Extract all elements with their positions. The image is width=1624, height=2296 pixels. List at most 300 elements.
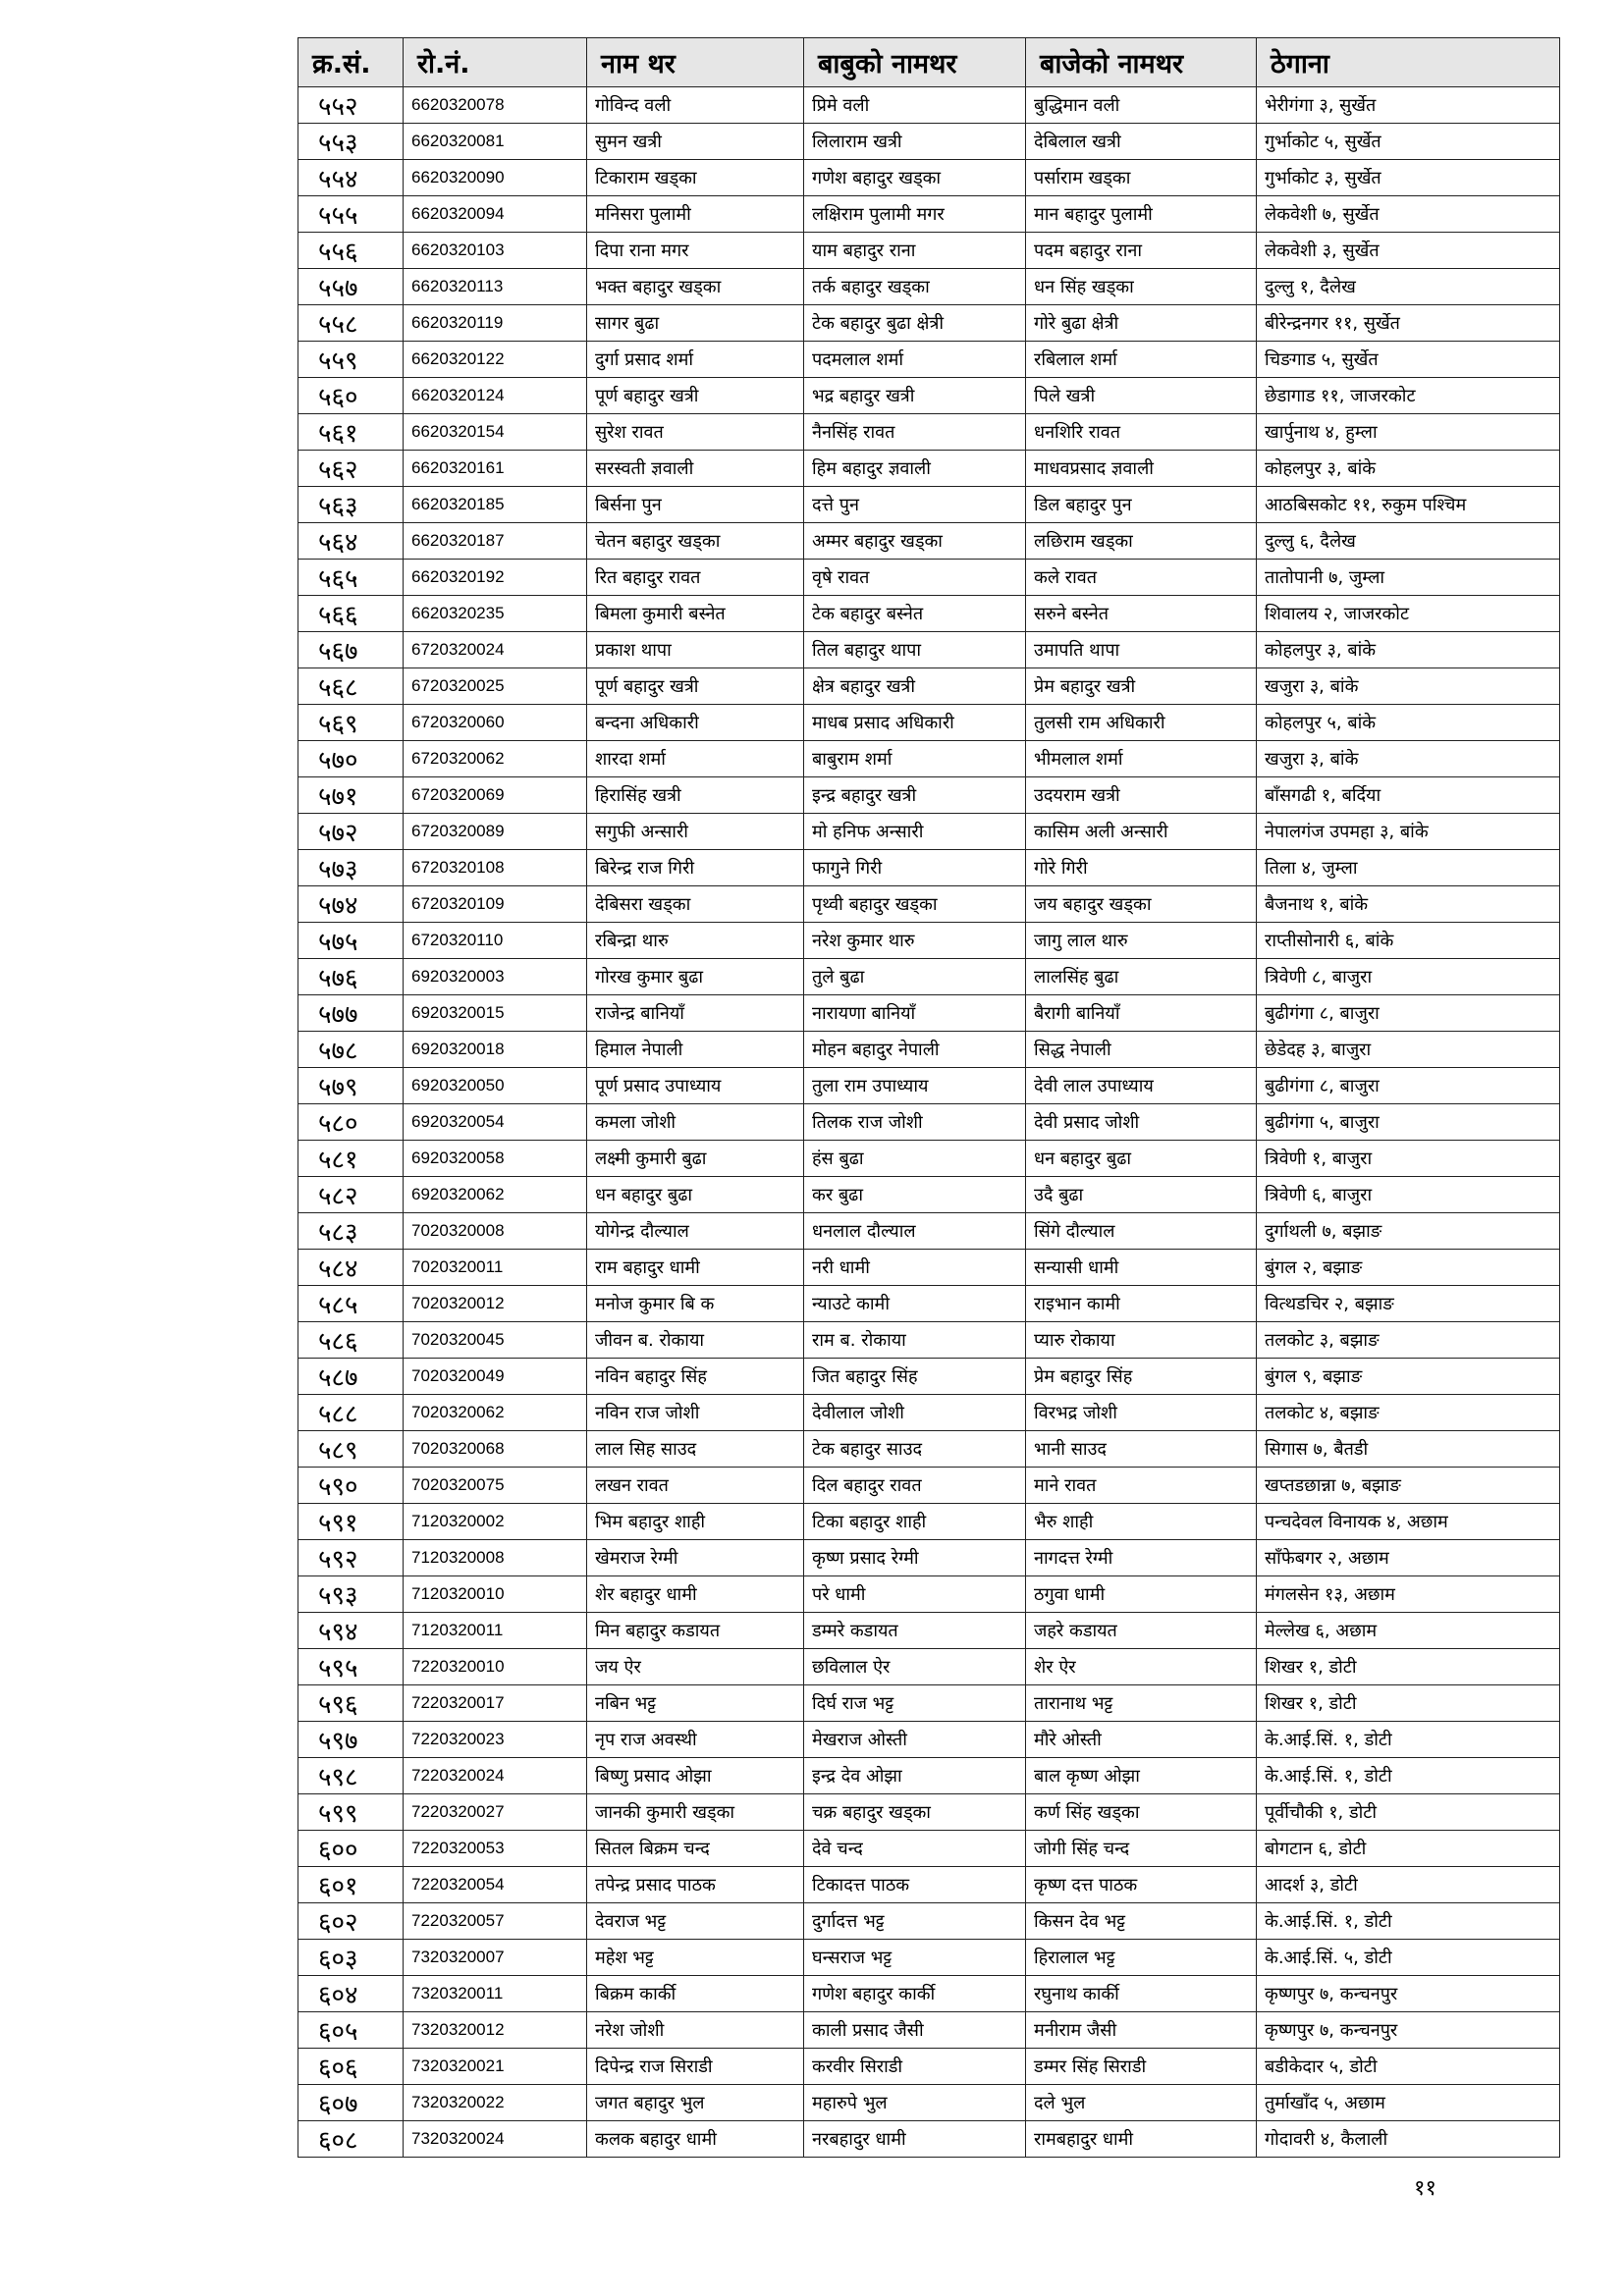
name-cell: सितल बिक्रम चन्द xyxy=(587,1831,804,1867)
father-name-cell: दुर्गादत्त भट्ट xyxy=(804,1903,1026,1940)
grandfather-name-cell: रबिलाल शर्मा xyxy=(1026,342,1257,378)
address-cell: खजुरा ३, बांके xyxy=(1257,668,1560,705)
address-cell: के.आई.सिं. १, डोटी xyxy=(1257,1722,1560,1758)
father-name-cell: टेक बहादुर साउद xyxy=(804,1431,1026,1468)
grandfather-name-cell: किसन देव भट्ट xyxy=(1026,1903,1257,1940)
table-row xyxy=(298,596,1560,632)
table-row xyxy=(298,777,1560,814)
father-name-cell: परे धामी xyxy=(804,1576,1026,1613)
serial-number-cell: ५९४ xyxy=(298,1613,404,1649)
table-row xyxy=(298,959,1560,995)
header-grandfather-name: बाजेको नामथर xyxy=(1026,38,1257,87)
roll-number-cell: 6920320015 xyxy=(404,995,587,1032)
father-name-cell: माधब प्रसाद अधिकारी xyxy=(804,705,1026,741)
name-cell: मनोज कुमार बि क xyxy=(587,1286,804,1322)
name-cell: शेर बहादुर धामी xyxy=(587,1576,804,1613)
address-cell: लेकवेशी ३, सुर्खेत xyxy=(1257,233,1560,269)
roll-number-cell: 7220320057 xyxy=(404,1903,587,1940)
serial-number-cell: ६०५ xyxy=(298,2012,404,2049)
serial-number-cell: ५५६ xyxy=(298,233,404,269)
address-cell: त्रिवेणी ६, बाजुरा xyxy=(1257,1177,1560,1213)
address-cell: वित्थडचिर २, बझाङ xyxy=(1257,1286,1560,1322)
address-cell: गुर्भाकोट ३, सुर्खेत xyxy=(1257,160,1560,196)
name-cell: चेतन बहादुर खड्का xyxy=(587,523,804,560)
name-cell: लाल सिह साउद xyxy=(587,1431,804,1468)
address-cell: कोहलपुर ५, बांके xyxy=(1257,705,1560,741)
grandfather-name-cell: हिरालाल भट्ट xyxy=(1026,1940,1257,1976)
page-number: ११ xyxy=(1414,2176,1436,2201)
name-cell: बिक्रम कार्की xyxy=(587,1976,804,2012)
name-cell: नबिन भट्ट xyxy=(587,1685,804,1722)
roll-number-cell: 7120320008 xyxy=(404,1540,587,1576)
grandfather-name-cell: सिंगे दौल्याल xyxy=(1026,1213,1257,1250)
grandfather-name-cell: उमापति थापा xyxy=(1026,632,1257,668)
name-cell: सुरेश रावत xyxy=(587,414,804,451)
roll-number-cell: 7220320054 xyxy=(404,1867,587,1903)
table-row xyxy=(298,124,1560,160)
header-address: ठेगाना xyxy=(1257,38,1560,87)
father-name-cell: तिल बहादुर थापा xyxy=(804,632,1026,668)
table-row xyxy=(298,1685,1560,1722)
grandfather-name-cell: जागु लाल थारु xyxy=(1026,923,1257,959)
roll-number-cell: 7120320002 xyxy=(404,1504,587,1540)
address-cell: शिवालय २, जाजरकोट xyxy=(1257,596,1560,632)
address-cell: तिला ४, जुम्ला xyxy=(1257,850,1560,886)
header-name: नाम थर xyxy=(587,38,804,87)
table-row xyxy=(298,1940,1560,1976)
serial-number-cell: ५७१ xyxy=(298,777,404,814)
father-name-cell: राम ब. रोकाया xyxy=(804,1322,1026,1359)
father-name-cell: बाबुराम शर्मा xyxy=(804,741,1026,777)
name-cell: बिर्सना पुन xyxy=(587,487,804,523)
grandfather-name-cell: ठगुवा धामी xyxy=(1026,1576,1257,1613)
serial-number-cell: ५६१ xyxy=(298,414,404,451)
grandfather-name-cell: देवी लाल उपाध्याय xyxy=(1026,1068,1257,1104)
grandfather-name-cell: धन सिंह खड्का xyxy=(1026,269,1257,305)
serial-number-cell: ५७५ xyxy=(298,923,404,959)
grandfather-name-cell: जहरे कडायत xyxy=(1026,1613,1257,1649)
grandfather-name-cell: माधवप्रसाद ज्ञवाली xyxy=(1026,451,1257,487)
serial-number-cell: ५६२ xyxy=(298,451,404,487)
father-name-cell: लक्षिराम पुलामी मगर xyxy=(804,196,1026,233)
father-name-cell: टिका बहादुर शाही xyxy=(804,1504,1026,1540)
serial-number-cell: ६०१ xyxy=(298,1867,404,1903)
roll-number-cell: 6620320119 xyxy=(404,305,587,342)
roll-number-cell: 6720320069 xyxy=(404,777,587,814)
results-table xyxy=(298,37,1560,2158)
grandfather-name-cell: प्यारु रोकाया xyxy=(1026,1322,1257,1359)
grandfather-name-cell: बाल कृष्ण ओझा xyxy=(1026,1758,1257,1794)
address-cell: दुल्लु ६, दैलेख xyxy=(1257,523,1560,560)
table-row xyxy=(298,2121,1560,2158)
father-name-cell: इन्द्र बहादुर खत्री xyxy=(804,777,1026,814)
address-cell: लेकवेशी ७, सुर्खेत xyxy=(1257,196,1560,233)
serial-number-cell: ६०० xyxy=(298,1831,404,1867)
name-cell: बन्दना अधिकारी xyxy=(587,705,804,741)
name-cell: शारदा शर्मा xyxy=(587,741,804,777)
serial-number-cell: ५७९ xyxy=(298,1068,404,1104)
table-row xyxy=(298,87,1560,124)
roll-number-cell: 6920320050 xyxy=(404,1068,587,1104)
name-cell: टिकाराम खड्का xyxy=(587,160,804,196)
name-cell: देवराज भट्ट xyxy=(587,1903,804,1940)
roll-number-cell: 7320320007 xyxy=(404,1940,587,1976)
roll-number-cell: 6620320094 xyxy=(404,196,587,233)
address-cell: त्रिवेणी ८, बाजुरा xyxy=(1257,959,1560,995)
serial-number-cell: ५८२ xyxy=(298,1177,404,1213)
grandfather-name-cell: जोगी सिंह चन्द xyxy=(1026,1831,1257,1867)
roll-number-cell: 7020320062 xyxy=(404,1395,587,1431)
father-name-cell: करवीर सिराडी xyxy=(804,2049,1026,2085)
table-row xyxy=(298,1867,1560,1903)
roll-number-cell: 7220320053 xyxy=(404,1831,587,1867)
serial-number-cell: ५७३ xyxy=(298,850,404,886)
table-row xyxy=(298,1104,1560,1141)
serial-number-cell: ५८६ xyxy=(298,1322,404,1359)
address-cell: बुढीगंगा ८, बाजुरा xyxy=(1257,995,1560,1032)
serial-number-cell: ५७० xyxy=(298,741,404,777)
address-cell: बडीकेदार ५, डोटी xyxy=(1257,2049,1560,2085)
table-row xyxy=(298,1068,1560,1104)
name-cell: योगेन्द्र दौल्याल xyxy=(587,1213,804,1250)
serial-number-cell: ५९० xyxy=(298,1468,404,1504)
father-name-cell: घन्सराज भट्ट xyxy=(804,1940,1026,1976)
address-cell: नेपालगंज उपमहा ३, बांके xyxy=(1257,814,1560,850)
address-cell: मेल्लेख ६, अछाम xyxy=(1257,1613,1560,1649)
father-name-cell: छविलाल ऐर xyxy=(804,1649,1026,1685)
name-cell: जीवन ब. रोकाया xyxy=(587,1322,804,1359)
serial-number-cell: ५७२ xyxy=(298,814,404,850)
grandfather-name-cell: प्रेम बहादुर सिंह xyxy=(1026,1359,1257,1395)
roll-number-cell: 6720320062 xyxy=(404,741,587,777)
roll-number-cell: 6620320154 xyxy=(404,414,587,451)
table-row xyxy=(298,1576,1560,1613)
father-name-cell: टेक बहादुर बस्नेत xyxy=(804,596,1026,632)
roll-number-cell: 6920320054 xyxy=(404,1104,587,1141)
father-name-cell: पदमलाल शर्मा xyxy=(804,342,1026,378)
table-row xyxy=(298,196,1560,233)
grandfather-name-cell: लालसिंह बुढा xyxy=(1026,959,1257,995)
address-cell: के.आई.सिं. १, डोटी xyxy=(1257,1903,1560,1940)
serial-number-cell: ५५४ xyxy=(298,160,404,196)
roll-number-cell: 6920320058 xyxy=(404,1141,587,1177)
roll-number-cell: 6920320003 xyxy=(404,959,587,995)
name-cell: दिपेन्द्र राज सिराडी xyxy=(587,2049,804,2085)
grandfather-name-cell: जय बहादुर खड्का xyxy=(1026,886,1257,923)
table-row xyxy=(298,1177,1560,1213)
address-cell: गोदावरी ४, कैलाली xyxy=(1257,2121,1560,2158)
name-cell: कमला जोशी xyxy=(587,1104,804,1141)
table-row xyxy=(298,1032,1560,1068)
address-cell: के.आई.सिं. १, डोटी xyxy=(1257,1758,1560,1794)
roll-number-cell: 6720320110 xyxy=(404,923,587,959)
grandfather-name-cell: दले भुल xyxy=(1026,2085,1257,2121)
roll-number-cell: 6620320090 xyxy=(404,160,587,196)
roll-number-cell: 7220320017 xyxy=(404,1685,587,1722)
father-name-cell: दिर्घ राज भट्ट xyxy=(804,1685,1026,1722)
table-row xyxy=(298,1213,1560,1250)
roll-number-cell: 7220320024 xyxy=(404,1758,587,1794)
name-cell: जगत बहादुर भुल xyxy=(587,2085,804,2121)
name-cell: राम बहादुर धामी xyxy=(587,1250,804,1286)
table-row xyxy=(298,487,1560,523)
table-row xyxy=(298,523,1560,560)
father-name-cell: प्रिमे वली xyxy=(804,87,1026,124)
address-cell: बैजनाथ १, बांके xyxy=(1257,886,1560,923)
table-row xyxy=(298,1613,1560,1649)
address-cell: शिखर १, डोटी xyxy=(1257,1649,1560,1685)
address-cell: कृष्णपुर ७, कन्चनपुर xyxy=(1257,1976,1560,2012)
name-cell: रबिन्द्रा थारु xyxy=(587,923,804,959)
address-cell: आठबिसकोट ११, रुकुम पश्चिम xyxy=(1257,487,1560,523)
grandfather-name-cell: भानी साउद xyxy=(1026,1431,1257,1468)
grandfather-name-cell: कर्ण सिंह खड्का xyxy=(1026,1794,1257,1831)
roll-number-cell: 7020320068 xyxy=(404,1431,587,1468)
address-cell: कोहलपुर ३, बांके xyxy=(1257,451,1560,487)
address-cell: खार्पुनाथ ४, हुम्ला xyxy=(1257,414,1560,451)
name-cell: जानकी कुमारी खड्का xyxy=(587,1794,804,1831)
table-row xyxy=(298,1903,1560,1940)
serial-number-cell: ६०६ xyxy=(298,2049,404,2085)
name-cell: लखन रावत xyxy=(587,1468,804,1504)
name-cell: नविन राज जोशी xyxy=(587,1395,804,1431)
name-cell: पूर्ण बहादुर खत्री xyxy=(587,378,804,414)
address-cell: पूर्वीचौकी १, डोटी xyxy=(1257,1794,1560,1831)
serial-number-cell: ५९१ xyxy=(298,1504,404,1540)
serial-number-cell: ५७४ xyxy=(298,886,404,923)
table-row xyxy=(298,741,1560,777)
roll-number-cell: 7320320022 xyxy=(404,2085,587,2121)
name-cell: कलक बहादुर धामी xyxy=(587,2121,804,2158)
father-name-cell: टेक बहादुर बुढा क्षेत्री xyxy=(804,305,1026,342)
father-name-cell: अम्मर बहादुर खड्का xyxy=(804,523,1026,560)
table-row xyxy=(298,705,1560,741)
table-row xyxy=(298,1540,1560,1576)
grandfather-name-cell: सन्यासी धामी xyxy=(1026,1250,1257,1286)
father-name-cell: तुले बुढा xyxy=(804,959,1026,995)
father-name-cell: मेखराज ओस्ती xyxy=(804,1722,1026,1758)
address-cell: कोहलपुर ३, बांके xyxy=(1257,632,1560,668)
grandfather-name-cell: देबिलाल खत्री xyxy=(1026,124,1257,160)
grandfather-name-cell: रामबहादुर धामी xyxy=(1026,2121,1257,2158)
table-row xyxy=(298,886,1560,923)
address-cell: पन्चदेवल विनायक ४, अछाम xyxy=(1257,1504,1560,1540)
serial-number-cell: ६०८ xyxy=(298,2121,404,2158)
table-row xyxy=(298,1722,1560,1758)
table-row xyxy=(298,2085,1560,2121)
serial-number-cell: ५५८ xyxy=(298,305,404,342)
father-name-cell: भद्र बहादुर खत्री xyxy=(804,378,1026,414)
address-cell: तुर्माखाँद ५, अछाम xyxy=(1257,2085,1560,2121)
table-row xyxy=(298,2012,1560,2049)
name-cell: लक्ष्मी कुमारी बुढा xyxy=(587,1141,804,1177)
address-cell: खजुरा ३, बांके xyxy=(1257,741,1560,777)
roll-number-cell: 7320320024 xyxy=(404,2121,587,2158)
address-cell: त्रिवेणी १, बाजुरा xyxy=(1257,1141,1560,1177)
grandfather-name-cell: भीमलाल शर्मा xyxy=(1026,741,1257,777)
name-cell: गोरख कुमार बुढा xyxy=(587,959,804,995)
serial-number-cell: ५६७ xyxy=(298,632,404,668)
roll-number-cell: 6620320122 xyxy=(404,342,587,378)
serial-number-cell: ५५२ xyxy=(298,87,404,124)
grandfather-name-cell: सरुने बस्नेत xyxy=(1026,596,1257,632)
grandfather-name-cell: शेर ऐर xyxy=(1026,1649,1257,1685)
roll-number-cell: 6920320062 xyxy=(404,1177,587,1213)
address-cell: राप्तीसोनारी ६, बांके xyxy=(1257,923,1560,959)
table-row xyxy=(298,1431,1560,1468)
roll-number-cell: 6720320109 xyxy=(404,886,587,923)
header-father-name: बाबुको नामथर xyxy=(804,38,1026,87)
address-cell: कृष्णपुर ७, कन्चनपुर xyxy=(1257,2012,1560,2049)
roll-number-cell: 7020320045 xyxy=(404,1322,587,1359)
father-name-cell: दिल बहादुर रावत xyxy=(804,1468,1026,1504)
serial-number-cell: ५७८ xyxy=(298,1032,404,1068)
father-name-cell: वृषे रावत xyxy=(804,560,1026,596)
table-row xyxy=(298,560,1560,596)
name-cell: नरेश जोशी xyxy=(587,2012,804,2049)
address-cell: तलकोट ३, बझाङ xyxy=(1257,1322,1560,1359)
header-row xyxy=(298,38,1560,87)
father-name-cell: देवीलाल जोशी xyxy=(804,1395,1026,1431)
name-cell: सुमन खत्री xyxy=(587,124,804,160)
address-cell: दुर्गाथली ७, बझाङ xyxy=(1257,1213,1560,1250)
address-cell: साँफेबगर २, अछाम xyxy=(1257,1540,1560,1576)
serial-number-cell: ५५७ xyxy=(298,269,404,305)
grandfather-name-cell: डम्मर सिंह सिराडी xyxy=(1026,2049,1257,2085)
name-cell: तपेन्द्र प्रसाद पाठक xyxy=(587,1867,804,1903)
table-row xyxy=(298,1395,1560,1431)
grandfather-name-cell: उदै बुढा xyxy=(1026,1177,1257,1213)
table-row xyxy=(298,1504,1560,1540)
grandfather-name-cell: डिल बहादुर पुन xyxy=(1026,487,1257,523)
roll-number-cell: 7020320008 xyxy=(404,1213,587,1250)
roll-number-cell: 7020320075 xyxy=(404,1468,587,1504)
serial-number-cell: ५८० xyxy=(298,1104,404,1141)
father-name-cell: मो हनिफ अन्सारी xyxy=(804,814,1026,850)
address-cell: बोगटान ६, डोटी xyxy=(1257,1831,1560,1867)
table-row xyxy=(298,1831,1560,1867)
roll-number-cell: 7120320010 xyxy=(404,1576,587,1613)
father-name-cell: कृष्ण प्रसाद रेग्मी xyxy=(804,1540,1026,1576)
table-row xyxy=(298,814,1560,850)
grandfather-name-cell: बैरागी बानियाँ xyxy=(1026,995,1257,1032)
grandfather-name-cell: पदम बहादुर राना xyxy=(1026,233,1257,269)
father-name-cell: दत्ते पुन xyxy=(804,487,1026,523)
father-name-cell: पृथ्वी बहादुर खड्का xyxy=(804,886,1026,923)
name-cell: नविन बहादुर सिंह xyxy=(587,1359,804,1395)
address-cell: शिखर १, डोटी xyxy=(1257,1685,1560,1722)
address-cell: बुंगल ९, बझाङ xyxy=(1257,1359,1560,1395)
address-cell: तातोपानी ७, जुम्ला xyxy=(1257,560,1560,596)
roll-number-cell: 7120320011 xyxy=(404,1613,587,1649)
name-cell: सरस्वती ज्ञवाली xyxy=(587,451,804,487)
roll-number-cell: 7320320012 xyxy=(404,2012,587,2049)
address-cell: बुंगल २, बझाङ xyxy=(1257,1250,1560,1286)
address-cell: आदर्श ३, डोटी xyxy=(1257,1867,1560,1903)
roll-number-cell: 6620320235 xyxy=(404,596,587,632)
roll-number-cell: 7220320023 xyxy=(404,1722,587,1758)
table-row xyxy=(298,1976,1560,2012)
roll-number-cell: 6620320113 xyxy=(404,269,587,305)
father-name-cell: नरेश कुमार थारु xyxy=(804,923,1026,959)
grandfather-name-cell: गोरे गिरी xyxy=(1026,850,1257,886)
serial-number-cell: ५९८ xyxy=(298,1758,404,1794)
father-name-cell: गणेश बहादुर कार्की xyxy=(804,1976,1026,2012)
serial-number-cell: ५९७ xyxy=(298,1722,404,1758)
table-row xyxy=(298,1468,1560,1504)
father-name-cell: कर बुढा xyxy=(804,1177,1026,1213)
serial-number-cell: ५५५ xyxy=(298,196,404,233)
address-cell: छेडेदह ३, बाजुरा xyxy=(1257,1032,1560,1068)
header-serial-number: क्र.सं. xyxy=(298,38,404,87)
table-row xyxy=(298,1758,1560,1794)
father-name-cell: चक्र बहादुर खड्का xyxy=(804,1794,1026,1831)
address-cell: चिङगाड ५, सुर्खेत xyxy=(1257,342,1560,378)
grandfather-name-cell: धन बहादुर बुढा xyxy=(1026,1141,1257,1177)
father-name-cell: फागुने गिरी xyxy=(804,850,1026,886)
father-name-cell: नारायणा बानियाँ xyxy=(804,995,1026,1032)
grandfather-name-cell: देवी प्रसाद जोशी xyxy=(1026,1104,1257,1141)
father-name-cell: देवे चन्द xyxy=(804,1831,1026,1867)
father-name-cell: हिम बहादुर ज्ञवाली xyxy=(804,451,1026,487)
roll-number-cell: 7220320027 xyxy=(404,1794,587,1831)
grandfather-name-cell: लछिराम खड्का xyxy=(1026,523,1257,560)
roll-number-cell: 6920320018 xyxy=(404,1032,587,1068)
roll-number-cell: 6620320124 xyxy=(404,378,587,414)
table-row xyxy=(298,632,1560,668)
table-row xyxy=(298,451,1560,487)
grandfather-name-cell: मान बहादुर पुलामी xyxy=(1026,196,1257,233)
serial-number-cell: ५९६ xyxy=(298,1685,404,1722)
roll-number-cell: 6620320161 xyxy=(404,451,587,487)
serial-number-cell: ५६० xyxy=(298,378,404,414)
father-name-cell: क्षेत्र बहादुर खत्री xyxy=(804,668,1026,705)
name-cell: प्रकाश थापा xyxy=(587,632,804,668)
name-cell: बिरेन्द्र राज गिरी xyxy=(587,850,804,886)
roll-number-cell: 6720320025 xyxy=(404,668,587,705)
grandfather-name-cell: विरभद्र जोशी xyxy=(1026,1395,1257,1431)
roll-number-cell: 7020320049 xyxy=(404,1359,587,1395)
serial-number-cell: ५८५ xyxy=(298,1286,404,1322)
roll-number-cell: 6620320103 xyxy=(404,233,587,269)
father-name-cell: जित बहादुर सिंह xyxy=(804,1359,1026,1395)
father-name-cell: न्याउटे कामी xyxy=(804,1286,1026,1322)
name-cell: पूर्ण बहादुर खत्री xyxy=(587,668,804,705)
table-row xyxy=(298,1359,1560,1395)
name-cell: मिन बहादुर कडायत xyxy=(587,1613,804,1649)
table-row xyxy=(298,414,1560,451)
name-cell: बिष्णु प्रसाद ओझा xyxy=(587,1758,804,1794)
father-name-cell: तर्क बहादुर खड्का xyxy=(804,269,1026,305)
address-cell: छेडागाड ११, जाजरकोट xyxy=(1257,378,1560,414)
serial-number-cell: ५६५ xyxy=(298,560,404,596)
serial-number-cell: ६०२ xyxy=(298,1903,404,1940)
grandfather-name-cell: गोरे बुढा क्षेत्री xyxy=(1026,305,1257,342)
name-cell: दिपा राना मगर xyxy=(587,233,804,269)
name-cell: देबिसरा खड्का xyxy=(587,886,804,923)
serial-number-cell: ५८८ xyxy=(298,1395,404,1431)
address-cell: बुढीगंगा ८, बाजुरा xyxy=(1257,1068,1560,1104)
name-cell: सागर बुढा xyxy=(587,305,804,342)
address-cell: भेरीगंगा ३, सुर्खेत xyxy=(1257,87,1560,124)
roll-number-cell: 6620320192 xyxy=(404,560,587,596)
address-cell: बाँसगढी १, बर्दिया xyxy=(1257,777,1560,814)
name-cell: गोविन्द वली xyxy=(587,87,804,124)
serial-number-cell: ५७६ xyxy=(298,959,404,995)
grandfather-name-cell: पिले खत्री xyxy=(1026,378,1257,414)
serial-number-cell: ५५३ xyxy=(298,124,404,160)
header-roll-number: रो.नं. xyxy=(404,38,587,87)
